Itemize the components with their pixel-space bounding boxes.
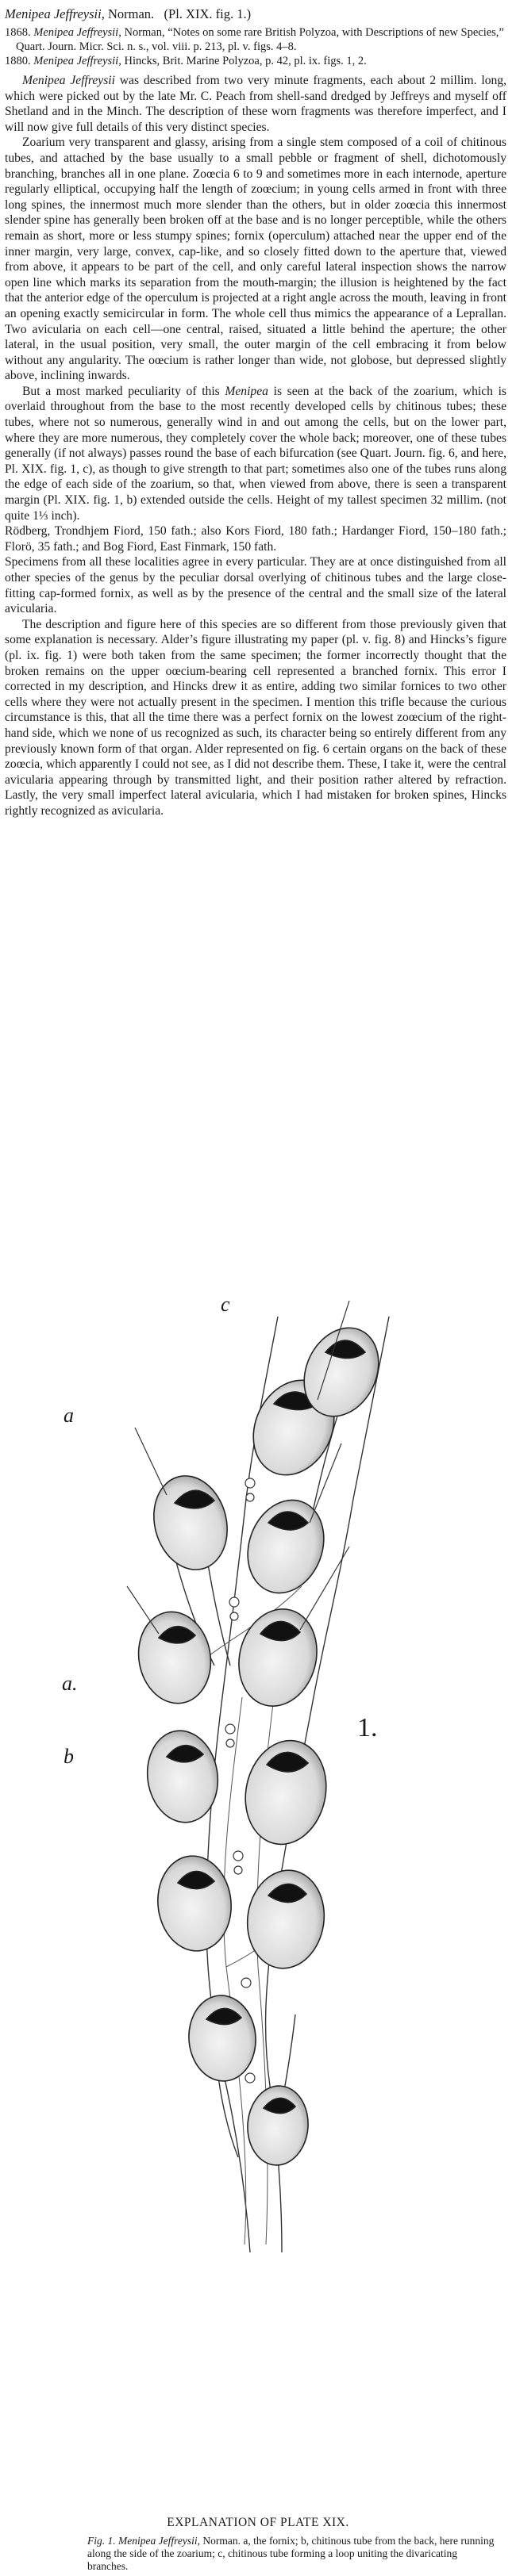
plate-caption-title: EXPLANATION OF PLATE XIX. [167,2516,349,2529]
caption-fig-number: Fig. 1. [87,2535,116,2547]
reference-year: 1880. [5,55,31,67]
paragraph-explanation: The description and figure here of this species are so different from those previously given that some explanation is necessary. Alder’s figure illustrating my paper (pl. v. fig. 8) and Hincks’s figure (pl. ix. fig. 1) were both taken from the same specimen; the former incorrectly thought that the broken remains on the upper oœcium-bearing cell represented a branched fornix. This error I corrected in my description, and Hincks drew it as entire, adding two similar fornices to two other cells where they were not actually present in the specimen. I mention this trifle because the curious circumstance is this, that all the time there was a perfect fornix on the lowest zoœcium of the right-hand side, which we none of us recognized as such, its character being so entirely different from any previously known form of that organ. Alder represented on fig. 6 certain organs on the back of these zoœcia, which apparently I could not see, as I did not describe them. These, I take it, were the central avicularia appearing through by transmitted light, and their position rather altered by refraction. Lastly, the very small imperfect lateral avicularia, which I had mistaken for broken spines, Hincks rightly recognized as avicularia. [5,617,506,818]
paragraph-text: But a most marked peculiarity of this [22,384,225,398]
reference-1868 [5,25,506,54]
label-a-lower: a. [62,1672,78,1695]
reference-1880 [5,54,506,68]
plate-reference: (Pl. XIX. fig. 1.) [164,6,252,21]
zooecia [132,1316,393,2168]
reference-text: Norman, “Notes on some rare British Polyzoa, with Descriptions of new Species,” Quart. Journ. Micr. Sci. n. s., vol. viii. p. 213, pl. v. figs. 4–8. [16,26,504,53]
reference-species: Menipea Jeffreysii, [33,26,121,39]
label-a-upper: a [64,1404,74,1427]
caption-text: Norman. a, the fornix; b, chitinous tube from the back, here running along the side of the zoarium; c, chitinous tube forming a loop uniting the divaricating branches. [87,2535,495,2572]
paragraph-peculiarity [5,384,506,523]
genus-mention: Menipea [225,384,268,398]
paragraph-text: was described from two very minute fragments, each about 2 millim. long, which were picked out by the late Mr. C. Peach from shell-sand dredged by Jeffreys and myself off Shetland and in the Minch. The description of these worn fragments was therefore imperfect, and I will now give full details of this very distinct species. [5,74,506,134]
species-mention: Menipea Jeffreysii [22,74,115,87]
paragraph-localities: Rödberg, Trondhjem Fiord, 150 fath.; also Kors Fiord, 180 fath.; Hardanger Fiord, 150–180 fath.; Florö, 35 fath.; and Bog Fiord, East Finmark, 150 fath. [5,524,506,554]
plate-caption [87,2535,500,2573]
species-author: Norman. [104,6,155,21]
reference-year: 1868. [5,26,31,39]
figure-number: 1. [357,1713,378,1742]
reference-text: Hincks, Brit. Marine Polyzoa, p. 42, pl. ix. figs. 1, 2. [121,55,367,67]
label-b: b [64,1745,74,1768]
reference-species: Menipea Jeffreysii, [33,55,121,67]
text-column [5,5,506,819]
caption-species: Menipea Jeffreysii, [115,2535,200,2547]
paragraph-text: is seen at the back of the zoarium, which is overlaid throughout from the base to the most recently developed cells by chitinous tubes; these tubes, where not so numerous, generally wind in and out among the cells, but on the lower part, where they are more numerous, they completely cover the whole back; moreover, one of these tubes generally (if not always) passes round the base of each bifurcation (see Quart. Journ. fig. 6, and here, Pl. XIX. fig. 1, c), as though to give strength to that part; sometimes also one of the tubes runs along the edge of each side of the zoarium, so that, when viewed from above, there is seen a transparent margin (Pl. XIX. fig. 1, b) extended outside the cells. Height of my tallest specimen 32 millim. (not quite 1⅓ inch). [5,384,506,523]
zoarium-illustration [87,1285,429,2260]
paragraph-description: Zoarium very transparent and glassy, arising from a single stem composed of a coil of chitinous tubes, and attached by the base usually to a small pebble or fragment of shell, dichotomously branching, branches all in one plane. Zoœcia 6 to 9 and sometimes more in each internode, aperture regularly elliptical, occupying half the length of zoœcium; in young cells armed in front with three long spines, the innermost much more slender than the others, but in older zoœcia this innermost slender spine has generally been broken off at the base and is no longer perceptible, while the others remain as short, more or less stumpy spines; fornix (operculum) attached near the upper end of the inner margin, very large, convex, cap-like, and so closely fitted down to the aperture that, viewed from above, it appears to be part of the cell, and only careful lateral inspection shows the narrow open line which marks its separation from the mouth-margin; the illusion is heightened by the fact that the anterior edge of the operculum is projected at a right angle across the mouth, leaving in front an opening exactly semicircular in form. The whole cell thus mimics the appearance of a Leprallan. Two avicularia on each cell—one central, raised, situated a little behind the aperture; the other lateral, in the usual position, very small, the outer margin of the cell embracing it from below without any angularity. The oœcium is rather longer than wide, not globose, but depressed slightly above, inclining inwards. [5,136,506,383]
species-heading [5,5,506,24]
label-c: c [221,1293,230,1316]
paragraph-specimens: Specimens from all these localities agree in every particular. They are at once distinguished from all other species of the genus by the peculiar dorsal overlying of chitinous tubes and the large close-fitting cap-formed fornix, as well as by the presence of the central and the small size of the lateral avicularia. [5,555,506,616]
paragraph-intro [5,73,506,135]
species-name: Menipea Jeffreysii, [5,6,105,21]
plate-figure [62,1285,429,2260]
